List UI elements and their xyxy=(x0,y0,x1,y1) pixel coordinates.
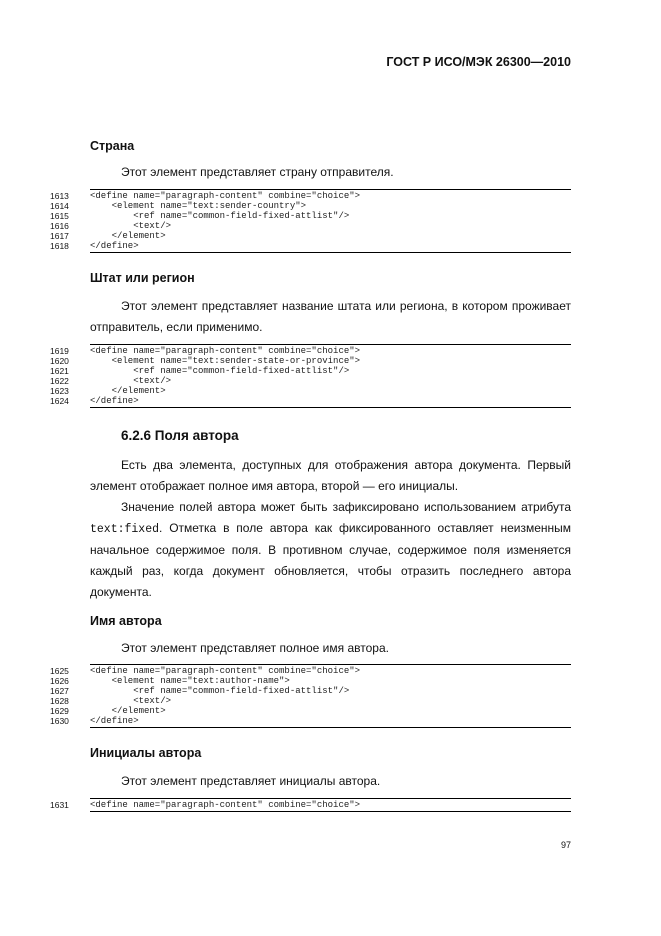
section-heading-author-fields: 6.2.6 Поля автора xyxy=(121,428,239,443)
line-number: 1620 xyxy=(50,356,69,366)
line-number: 1617 xyxy=(50,231,69,241)
code-rule-top xyxy=(90,344,571,345)
page-number: 97 xyxy=(560,840,571,850)
heading-country: Страна xyxy=(90,139,135,153)
code-block-state xyxy=(50,344,571,408)
code-text: <define name="paragraph-content" combine="choice"> xyxy=(90,346,361,356)
line-number: 1631 xyxy=(50,800,69,810)
code-text: <text/> xyxy=(90,696,172,706)
line-number: 1628 xyxy=(50,696,69,706)
line-number: 1615 xyxy=(50,211,69,221)
code-text: <define name="paragraph-content" combine="choice"> xyxy=(90,666,361,676)
code-line xyxy=(50,356,571,366)
code-block-country xyxy=(50,189,571,253)
code-text: <element name="text:sender-state-or-province"> xyxy=(90,356,361,366)
line-number: 1618 xyxy=(50,241,69,251)
line-number: 1627 xyxy=(50,686,69,696)
code-rule-top xyxy=(90,189,571,190)
heading-author-initials: Инициалы автора xyxy=(90,746,202,760)
code-text: </define> xyxy=(90,241,139,251)
code-text: <text/> xyxy=(90,376,172,386)
code-block-author-name xyxy=(50,664,571,728)
line-number: 1622 xyxy=(50,376,69,386)
line-number: 1625 xyxy=(50,666,69,676)
code-rule-bottom xyxy=(90,811,571,812)
author-initials-description: Этот элемент представляет инициалы автора. xyxy=(121,774,381,788)
code-block-author-initials xyxy=(50,798,571,812)
code-rule-bottom xyxy=(90,727,571,728)
line-number: 1613 xyxy=(50,191,69,201)
line-number: 1629 xyxy=(50,706,69,716)
code-line xyxy=(50,696,571,706)
code-rule-top xyxy=(90,798,571,799)
code-text: <ref name="common-field-fixed-attlist"/> xyxy=(90,211,350,221)
paragraph-2-text-after: . Отметка в поле автора как фиксированного оставляет неизменным начальное содержимое поля. В противном случае, содержимое поля изменяется каждый раз, когда документ обновляется, чтобы отразить последнего автора документа. xyxy=(90,521,571,599)
paragraph-2-text-before: Значение полей автора может быть зафиксировано использованием атрибута xyxy=(121,500,571,514)
code-line xyxy=(50,221,571,231)
inline-code-text-fixed: text:fixed xyxy=(90,523,160,536)
code-rule-bottom xyxy=(90,407,571,408)
code-line xyxy=(50,376,571,386)
code-text: <ref name="common-field-fixed-attlist"/> xyxy=(90,686,350,696)
code-text: </define> xyxy=(90,396,139,406)
country-description: Этот элемент представляет страну отправителя. xyxy=(121,165,394,179)
code-text: <ref name="common-field-fixed-attlist"/> xyxy=(90,366,350,376)
code-text: <element name="text:author-name"> xyxy=(90,676,290,686)
code-text: </element> xyxy=(90,231,166,241)
author-fields-paragraph-2 xyxy=(90,497,571,603)
document-standard-header: ГОСТ Р ИСО/МЭК 26300—2010 xyxy=(386,55,571,69)
code-line xyxy=(50,666,571,676)
code-text: <text/> xyxy=(90,221,172,231)
heading-state: Штат или регион xyxy=(90,271,195,285)
code-line xyxy=(50,396,571,406)
code-line xyxy=(50,676,571,686)
code-rule-top xyxy=(90,664,571,665)
heading-author-name: Имя автора xyxy=(90,614,162,628)
line-number: 1616 xyxy=(50,221,69,231)
code-line xyxy=(50,366,571,376)
code-line xyxy=(50,686,571,696)
line-number: 1630 xyxy=(50,716,69,726)
line-number: 1623 xyxy=(50,386,69,396)
author-name-description: Этот элемент представляет полное имя автора. xyxy=(121,641,389,655)
code-text: <define name="paragraph-content" combine="choice"> xyxy=(90,800,361,810)
code-line xyxy=(50,201,571,211)
code-line xyxy=(50,346,571,356)
code-rule-bottom xyxy=(90,252,571,253)
code-line xyxy=(50,211,571,221)
author-fields-paragraph-1: Есть два элемента, доступных для отображения автора документа. Первый элемент отображает полное имя автора, второй — его инициалы. xyxy=(90,458,571,493)
code-text: </element> xyxy=(90,386,166,396)
code-line xyxy=(50,191,571,201)
code-text: </element> xyxy=(90,706,166,716)
line-number: 1614 xyxy=(50,201,69,211)
line-number: 1626 xyxy=(50,676,69,686)
state-description: Этот элемент представляет название штата или региона, в котором проживает отправитель, если применимо. xyxy=(90,299,571,334)
code-line xyxy=(50,800,571,810)
line-number: 1621 xyxy=(50,366,69,376)
code-text: <element name="text:sender-country"> xyxy=(90,201,307,211)
code-text: </define> xyxy=(90,716,139,726)
line-number: 1624 xyxy=(50,396,69,406)
code-line xyxy=(50,706,571,716)
code-line xyxy=(50,716,571,726)
code-line xyxy=(50,241,571,251)
code-text: <define name="paragraph-content" combine="choice"> xyxy=(90,191,361,201)
code-line xyxy=(50,386,571,396)
line-number: 1619 xyxy=(50,346,69,356)
code-line xyxy=(50,231,571,241)
